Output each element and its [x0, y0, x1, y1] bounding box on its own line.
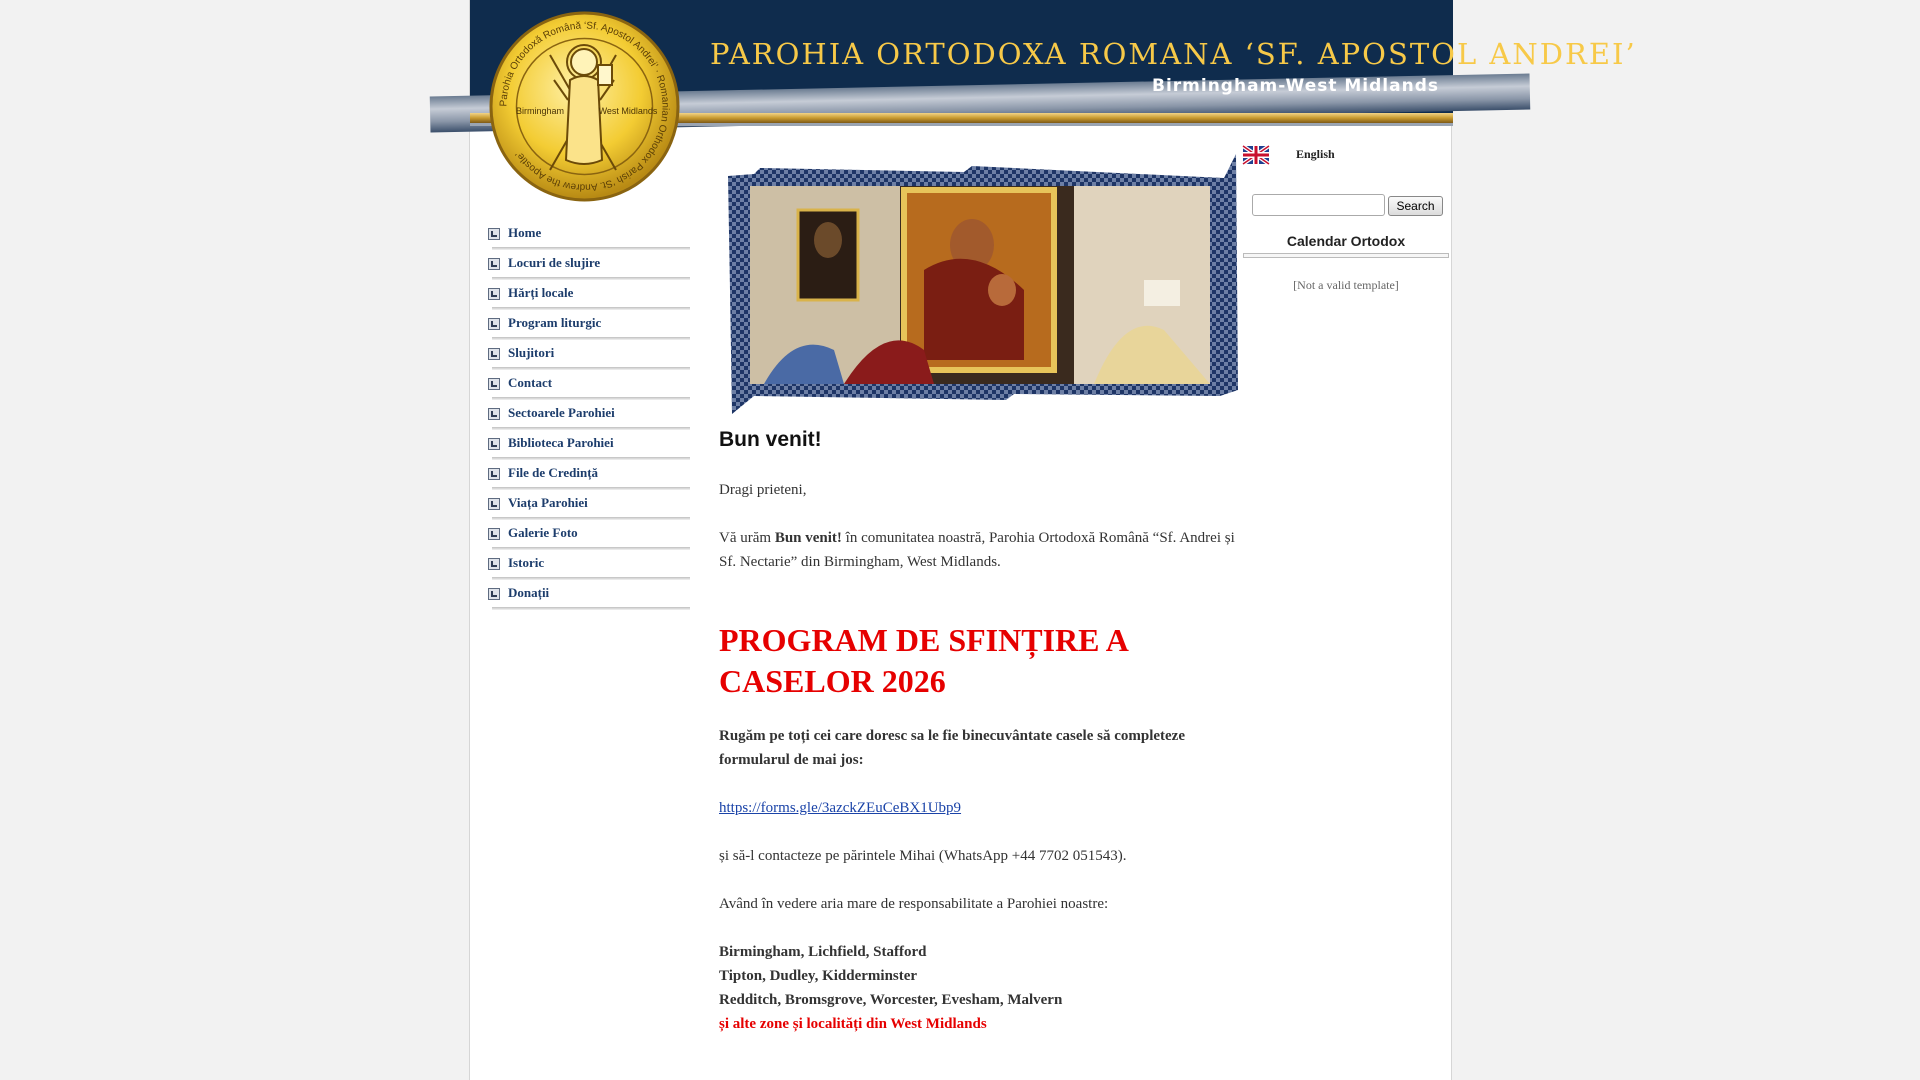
- form-link[interactable]: https://forms.gle/3azckZEuCeBX1Ubp9: [719, 800, 962, 816]
- nav-label[interactable]: Biblioteca Parohiei: [508, 435, 614, 450]
- nav-arrow-icon: [488, 468, 500, 480]
- main-content: [719, 420, 1239, 1036]
- nav-arrow-icon: [488, 438, 500, 450]
- nav-item-istoric[interactable]: [488, 552, 690, 582]
- nav-label[interactable]: Hărți locale: [508, 285, 574, 300]
- site-title: PAROHIA ORTODOXA ROMANA ‘SF. APOSTOL ANDREI’: [710, 37, 1637, 71]
- contact-paragraph: și să-l contacteze pe părintele Mihai (WhatsApp +44 7702 051543).: [719, 848, 1127, 864]
- nav-item-program-liturgic[interactable]: [488, 312, 690, 342]
- nav-divider: [492, 307, 690, 310]
- nav-label[interactable]: Home: [508, 225, 542, 240]
- nav-arrow-icon: [488, 348, 500, 360]
- nav-arrow-icon: [488, 228, 500, 240]
- church-scene: [750, 186, 1210, 384]
- nav-divider: [492, 427, 690, 430]
- calendar-body: [Not a valid template]: [1293, 278, 1399, 292]
- nav-divider: [492, 277, 690, 280]
- nav-label[interactable]: Slujitori: [508, 345, 555, 360]
- welcome-heading: Bun venit!: [719, 428, 822, 451]
- logo-ring-text: Parohia Ortodoxă Română ‘Sf. Apostol Andrei’ · Romanian Orthodox Parish ‘St. Andrew the Apostle’: [498, 20, 671, 193]
- search-input[interactable]: [1252, 194, 1385, 216]
- area-line-text: Redditch, Bromsgrove, Worcester, Evesham, Malvern: [719, 992, 1063, 1008]
- area-line-extra: [719, 1012, 1239, 1036]
- intro-bold: Bun venit!: [774, 530, 842, 546]
- uk-flag-icon[interactable]: [1243, 146, 1269, 164]
- request-paragraph: [719, 724, 1239, 772]
- nav-divider: [492, 367, 690, 370]
- nav-item-contact[interactable]: [488, 372, 690, 402]
- intro-paragraph: [719, 526, 1239, 574]
- nav-label[interactable]: Galerie Foto: [508, 525, 578, 540]
- nav-label[interactable]: Donații: [508, 585, 550, 600]
- logo-city-right: West Midlands: [598, 106, 658, 116]
- intro-suffix: în comunitatea noastră, Parohia Ortodoxă Română “Sf. Andrei și Sf. Nectarie” din Birmingham, West Midlands.: [719, 530, 1235, 570]
- logo-city-left: Birmingham: [515, 106, 565, 116]
- nav-divider: [492, 607, 690, 610]
- nav-item-biblioteca-parohiei[interactable]: [488, 432, 690, 462]
- nav-divider: [492, 457, 690, 460]
- parish-logo[interactable]: [488, 10, 681, 203]
- nav-divider: [492, 517, 690, 520]
- main-navigation: [488, 222, 690, 612]
- nav-item-donatii[interactable]: [488, 582, 690, 612]
- nav-divider: [492, 577, 690, 580]
- nav-divider: [492, 487, 690, 490]
- nav-arrow-icon: [488, 288, 500, 300]
- area-line-text: Birmingham, Lichfield, Stafford: [719, 944, 927, 960]
- area-line: [719, 964, 1239, 988]
- nav-label[interactable]: Sectoarele Parohiei: [508, 405, 615, 420]
- form-link-paragraph: [719, 796, 1239, 820]
- greeting-paragraph: Dragi prieteni,: [719, 482, 807, 498]
- nav-item-home[interactable]: [488, 222, 690, 252]
- banner-photo: [724, 150, 1240, 416]
- site-subtitle: Birmingham-West Midlands: [1151, 76, 1439, 96]
- nav-divider: [492, 547, 690, 550]
- nav-label[interactable]: Istoric: [508, 555, 545, 570]
- nav-arrow-icon: [488, 378, 500, 390]
- area-line: [719, 940, 1239, 964]
- areas-list: [719, 940, 1239, 1036]
- area-extra-text: și alte zone și localități din West Midlands: [719, 1016, 987, 1032]
- area-intro-paragraph: Având în vedere aria mare de responsabilitate a Parohiei noastre:: [719, 896, 1109, 912]
- request-text: Rugăm pe toți cei care doresc sa le fie binecuvântate casele să completeze formularul de mai jos:: [719, 728, 1185, 768]
- page-container: [469, 0, 1637, 1080]
- nav-divider: [492, 397, 690, 400]
- nav-divider: [492, 247, 690, 250]
- nav-arrow-icon: [488, 528, 500, 540]
- area-line-text: Tipton, Dudley, Kidderminster: [719, 968, 918, 984]
- nav-arrow-icon: [488, 498, 500, 510]
- nav-label[interactable]: Contact: [508, 375, 553, 390]
- nav-label[interactable]: Locuri de slujire: [508, 255, 601, 270]
- nav-item-sectoarele-parohiei[interactable]: [488, 402, 690, 432]
- nav-arrow-icon: [488, 588, 500, 600]
- nav-item-viata-parohiei[interactable]: [488, 492, 690, 522]
- program-title: PROGRAM DE SFINȚIRE A CASELOR 2026: [719, 622, 1128, 699]
- nav-item-galerie-foto[interactable]: [488, 522, 690, 552]
- nav-item-slujitori[interactable]: [488, 342, 690, 372]
- nav-arrow-icon: [488, 558, 500, 570]
- nav-label[interactable]: Viața Parohiei: [508, 495, 588, 510]
- search-button[interactable]: Search: [1388, 196, 1443, 216]
- intro-prefix: Vă urăm: [719, 530, 775, 546]
- nav-label[interactable]: File de Credință: [508, 465, 599, 480]
- calendar-divider: [1243, 253, 1449, 258]
- calendar-title: Calendar Ortodox: [1286, 233, 1406, 249]
- area-line: [719, 988, 1239, 1012]
- nav-arrow-icon: [488, 318, 500, 330]
- language-label[interactable]: English: [1296, 147, 1335, 161]
- nav-arrow-icon: [488, 258, 500, 270]
- nav-item-locuri-de-slujire[interactable]: [488, 252, 690, 282]
- nav-item-file-de-credinta[interactable]: [488, 462, 690, 492]
- nav-label[interactable]: Program liturgic: [508, 315, 602, 330]
- nav-divider: [492, 337, 690, 340]
- nav-item-harti-locale[interactable]: [488, 282, 690, 312]
- nav-arrow-icon: [488, 408, 500, 420]
